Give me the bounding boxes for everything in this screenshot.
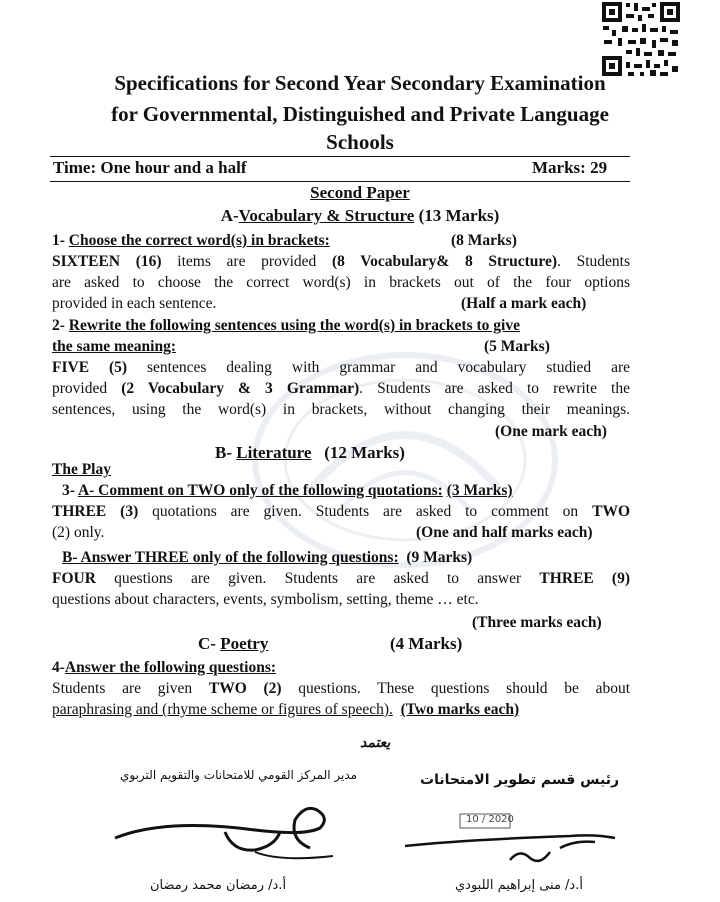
q3-title: A- Comment on TWO only of the following quotations: xyxy=(77,482,443,499)
q1-desc-text-2: . Students xyxy=(557,253,630,270)
q4-desc-line-1 xyxy=(52,679,630,699)
doc-title-line-2: for Governmental, Distinguished and Private Language xyxy=(111,102,609,126)
qb-marks: (9 Marks) xyxy=(406,549,473,566)
q3-marks: (3 Marks) xyxy=(446,482,513,499)
left-signatory-name: أ.د/ رمضان محمد رمضان xyxy=(150,878,287,893)
q1-number: 1- xyxy=(52,232,65,249)
section-a-letter: A- xyxy=(220,206,239,225)
section-b-letter: B- xyxy=(215,443,232,462)
left-role: مدير المركز القومي للامتحانات والتقويم التربوي xyxy=(120,768,358,782)
section-a-name: Vocabulary & Structure xyxy=(238,206,415,225)
q4-number: 4- xyxy=(52,659,65,676)
header-rule-top xyxy=(50,156,630,157)
q2-desc-text-3: . Students are asked to rewrite the xyxy=(359,380,630,397)
q4-desc-text-2: questions. These questions should be about xyxy=(281,680,630,697)
q3-desc-line-1 xyxy=(52,502,630,522)
qb-each: (Three marks each) xyxy=(472,614,602,631)
doc-title-line-1: Specifications for Second Year Secondary Examination xyxy=(114,71,606,95)
q4-desc-text: Students are given xyxy=(52,680,209,697)
q1-marks: (8 Marks) xyxy=(451,232,517,249)
q3-heading xyxy=(62,481,513,501)
q3-desc-line-2: (2) only. xyxy=(52,524,105,541)
paper-title: Second Paper xyxy=(310,183,410,202)
q3-desc-text: quotations are given. Students are asked to comment on xyxy=(138,503,593,520)
q1-title: Choose the correct word(s) in brackets: xyxy=(68,232,330,249)
section-c-marks: (4 Marks) xyxy=(390,634,463,653)
right-role: رئيس قسم تطوير الامتحانات xyxy=(420,772,620,788)
section-c-letter: C- xyxy=(198,634,216,653)
qb-desc-line-2: questions about characters, events, symbolism, setting, theme … etc. xyxy=(52,591,479,608)
date-stamp: 10 / 2020 xyxy=(466,814,514,825)
q2-desc-text-2: provided xyxy=(52,380,122,397)
section-a-marks: (13 Marks) xyxy=(418,206,500,225)
section-c-heading xyxy=(198,634,268,654)
left-signature xyxy=(105,800,345,870)
q2-breakdown: (2 Vocabulary & 3 Grammar) xyxy=(121,380,360,397)
q2-each: (One mark each) xyxy=(495,423,607,440)
q2-heading xyxy=(52,316,520,336)
q1-breakdown: (8 Vocabulary& 8 Structure) xyxy=(331,253,558,270)
q4-desc-text-3: paraphrasing and (rhyme scheme or figures of speech). xyxy=(52,701,393,718)
section-c-name: Poetry xyxy=(220,634,269,653)
q4-desc-line-2 xyxy=(52,700,519,720)
q1-desc-line-3: provided in each sentence. xyxy=(52,295,217,312)
right-signature xyxy=(400,812,630,872)
right-signatory-name: أ.د/ منى إبراهيم اللبودي xyxy=(455,878,583,893)
q4-title: Answer the following questions: xyxy=(64,659,277,676)
qb-number-to-answer: THREE (9) xyxy=(539,570,630,587)
qb-title: B- Answer THREE only of the following questions: xyxy=(62,549,399,566)
qb-count: FOUR xyxy=(52,570,96,587)
section-a-heading xyxy=(40,206,680,226)
q1-each: (Half a mark each) xyxy=(461,295,587,312)
q3-count: THREE (3) xyxy=(52,503,139,520)
qr-code xyxy=(600,0,682,78)
section-b-name: Literature xyxy=(236,443,312,462)
q2-count: FIVE (5) xyxy=(52,359,128,376)
q2-title-2: the same meaning: xyxy=(52,338,176,355)
qb-desc-text: questions are given. Students are asked to answer xyxy=(95,570,540,587)
q4-heading xyxy=(52,658,276,678)
q2-title-1: Rewrite the following sentences using the word(s) in brackets to give xyxy=(68,317,520,334)
header-rule-bottom xyxy=(50,181,630,182)
q3-number-to-answer: TWO xyxy=(592,503,631,520)
doc-title-line-3: Schools xyxy=(326,130,394,154)
q2-desc-line-2 xyxy=(52,379,630,399)
q4-each: (Two marks each) xyxy=(400,701,520,718)
q1-desc-text: items are provided xyxy=(161,253,332,270)
section-b-marks: (12 Marks) xyxy=(324,443,405,462)
section-b-heading xyxy=(215,443,405,463)
q2-desc-line-1 xyxy=(52,358,630,378)
exam-total-marks: Marks: 29 xyxy=(532,158,608,177)
qb-heading xyxy=(62,548,472,568)
q1-desc-line-1 xyxy=(52,252,630,272)
q3-number: 3- xyxy=(62,482,75,499)
q1-count: SIXTEEN (16) xyxy=(52,253,162,270)
approval-word: يعتمد xyxy=(360,735,391,751)
q1-desc-line-2: are asked to choose the correct word(s) in brackets out of the four options xyxy=(52,274,630,291)
q4-count: TWO (2) xyxy=(208,680,282,697)
q1-heading xyxy=(52,231,330,251)
play-heading: The Play xyxy=(52,461,111,478)
q2-number: 2- xyxy=(52,317,65,334)
qb-desc-line-1 xyxy=(52,569,630,589)
q3-each: (One and half marks each) xyxy=(416,524,593,541)
q2-marks: (5 Marks) xyxy=(484,338,550,355)
q2-desc-text: sentences dealing with grammar and vocabulary studied are xyxy=(127,359,630,376)
exam-time: Time: One hour and a half xyxy=(53,158,247,177)
q2-desc-line-3: sentences, using the word(s) in brackets, without changing their meanings. xyxy=(52,401,630,418)
